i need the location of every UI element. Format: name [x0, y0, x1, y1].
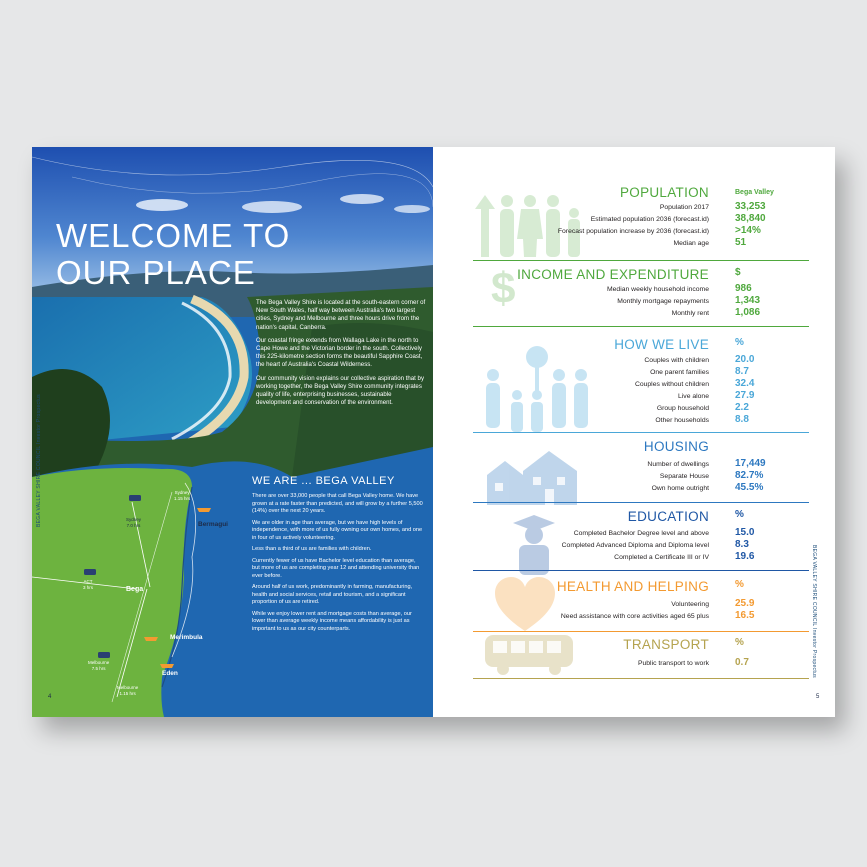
map-town-merimbula: Merimbula: [170, 634, 203, 641]
brochure-spread: [32, 147, 835, 717]
page-headline: [56, 217, 290, 291]
how-we-live-row-value: 27.9: [735, 390, 755, 401]
transport-title: TRANSPORT: [623, 637, 709, 652]
how-we-live-row-value: 32.4: [735, 378, 755, 389]
how-we-live-row-value: 20.0: [735, 354, 755, 365]
income-title: INCOME AND EXPENDITURE: [517, 267, 709, 282]
how-we-live-row-label: Couples without children: [634, 381, 709, 388]
bega-paragraph: Currently fewer of us have Bachelor level education than average, but more of us are completing year 12 and attending university than ever before.: [252, 557, 420, 579]
bega-valley-section: [252, 475, 424, 637]
how-we-live-row-value: 8.7: [735, 366, 749, 377]
transport-header: %: [735, 637, 744, 648]
education-title: EDUCATION: [627, 509, 709, 524]
housing-row-label: Number of dwellings: [647, 461, 709, 468]
health-row-value: 16.5: [735, 610, 755, 621]
bega-paragraph: We are older in age than average, but we have high levels of independence, with more of us fully owning our own homes, and one in four of us actively volunteering.: [252, 519, 423, 541]
population-row-value: >14%: [735, 225, 761, 236]
housing-row-value: 45.5%: [735, 482, 764, 493]
housing-row-value: 17,449: [735, 458, 766, 469]
health-row-label: Need assistance with core activities aged 65 plus: [560, 613, 709, 620]
income-section: [473, 265, 809, 327]
population-header: Bega Valley: [735, 189, 774, 196]
health-section: [473, 577, 809, 632]
right-page: [433, 147, 835, 717]
income-row-label: Median weekly household income: [606, 286, 709, 293]
housing-row-label: Own home outright: [651, 485, 709, 492]
population-row-label: Forecast population increase by 2036 (forecast.id): [557, 228, 709, 235]
transport-row-value: 0.7: [735, 657, 749, 668]
population-row-value: 33,253: [735, 201, 766, 212]
education-row-label: Completed a Certificate III or IV: [614, 554, 709, 561]
intro-paragraph: Our coastal fringe extends from Wallaga Lake in the north to Cape Howe and the Victorian border in the south. Collectively this 225-kilometre section forms the beautiful Sapphire Coast, the heart of Australia's Coastal Wilderness.: [256, 336, 423, 369]
map-town-eden: Eden: [162, 670, 178, 677]
housing-section: [473, 437, 809, 503]
education-header: %: [735, 509, 744, 520]
transport-row-label: Public transport to work: [637, 660, 709, 667]
how-we-live-row-label: Group household: [656, 405, 709, 412]
population-section: [473, 185, 809, 261]
svg-text:$: $: [491, 267, 516, 307]
headline-line-1: WELCOME TO: [56, 217, 291, 254]
how-we-live-row-label: Couples with children: [644, 357, 709, 364]
bega-section-title: WE ARE ... BEGA VALLEY: [252, 475, 395, 487]
map-town-bermagui: Bermagui: [198, 521, 228, 528]
income-row-label: Monthly rent: [671, 310, 709, 317]
housing-row-value: 82.7%: [735, 470, 764, 481]
population-row-label: Median age: [673, 240, 709, 247]
spine-text-right: BEGA VALLEY SHIRE COUNCIL Investor Prospectus: [811, 545, 817, 678]
population-row-label: Population 2017: [659, 204, 709, 211]
how-we-live-row-value: 8.8: [735, 414, 749, 425]
bega-paragraph: Less than a third of us are families with children.: [252, 546, 372, 552]
income-row-value: 1,086: [735, 307, 761, 318]
population-title: POPULATION: [619, 185, 709, 200]
bega-paragraph: While we enjoy lower rent and mortgage costs than average, our lower than average weekly income means affordability is just as important to us as our city counterparts.: [252, 610, 412, 632]
transport-section: [473, 637, 809, 679]
intro-text: [256, 299, 428, 412]
education-row-label: Completed Advanced Diploma and Diploma level: [561, 542, 709, 549]
how-we-live-header: %: [735, 337, 744, 348]
housing-row-label: Separate House: [659, 473, 709, 480]
housing-title: HOUSING: [643, 439, 709, 454]
map-town-bega: Bega: [126, 586, 144, 593]
page-number-right: 5: [816, 694, 820, 700]
how-we-live-section: [473, 333, 809, 433]
income-header: $: [735, 267, 741, 278]
education-row-label: Completed Bachelor Degree level and above: [573, 530, 709, 537]
how-we-live-row-label: One parent families: [650, 369, 709, 376]
headline-line-2: OUR PLACE: [56, 254, 256, 291]
health-title: HEALTH AND HELPING: [556, 579, 709, 594]
education-row-value: 15.0: [735, 527, 755, 538]
map-label-melbourne-drive: Melbourne 7.5 hrs: [88, 660, 110, 671]
bega-paragraph: Around half of us work, predominantly in farming, manufacturing, health and social services, retail and tourism, and a significant proportion of us are retired.: [252, 584, 413, 605]
education-row-value: 8.3: [735, 539, 749, 550]
population-row-label: Estimated population 2036 (forecast.id): [590, 216, 709, 223]
intro-paragraph: Our community vision explains our collective aspiration that by working together, the Bega Valley Shire community integrates quality of life, enterprising businesses, sustainable development and conservation of the environment.: [256, 374, 424, 407]
left-page: [32, 147, 433, 717]
education-row-value: 19.6: [735, 551, 755, 562]
income-row-label: Monthly mortgage repayments: [617, 298, 709, 305]
population-row-value: 51: [735, 237, 747, 248]
health-row-value: 25.9: [735, 598, 755, 609]
how-we-live-row-label: Live alone: [678, 393, 709, 400]
map-label-sydney: Sydney 1.15 hrs: [174, 490, 191, 501]
health-row-label: Volunteering: [671, 601, 709, 608]
intro-paragraph: The Bega Valley Shire is located at the south-eastern corner of New South Wales, half way between Australia's two largest cities, Sydney and Melbourne and three hours drive from the nation's capital, Canberra.: [256, 299, 426, 331]
how-we-live-title: HOW WE LIVE: [614, 337, 709, 352]
how-we-live-row-label: Other households: [655, 417, 709, 424]
map-label-act: ACT 3 hrs: [83, 579, 94, 590]
bega-paragraph: There are over 33,000 people that call Bega Valley home. We have grown at a rate faster than predicted, and will grow by a further 5,500 (14%) over the next 20 years.: [252, 493, 423, 514]
page-number-left: 4: [48, 694, 52, 700]
education-section: [473, 507, 809, 571]
population-row-value: 38,840: [735, 213, 766, 224]
map-label-melbourne: Melbourne 1.15 hrs: [117, 685, 139, 696]
map-label-sydney-drive: Sydney 7.0 hrs: [126, 517, 142, 528]
how-we-live-row-value: 2.2: [735, 402, 749, 413]
health-header: %: [735, 579, 744, 590]
income-row-value: 986: [735, 283, 752, 294]
income-row-value: 1,343: [735, 295, 761, 306]
spine-text-left: BEGA VALLEY SHIRE COUNCIL Investor Prospectus: [36, 394, 42, 527]
